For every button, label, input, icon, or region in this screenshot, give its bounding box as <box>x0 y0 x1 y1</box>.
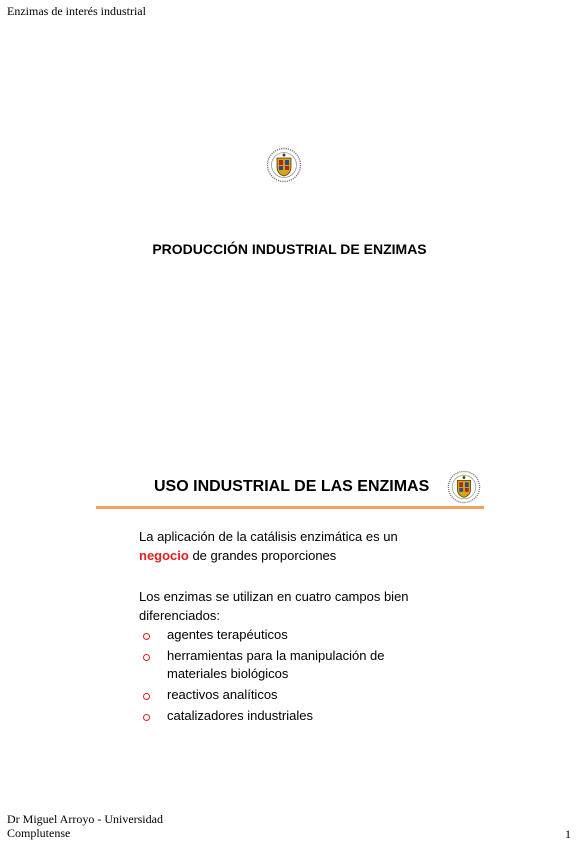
slide2-title: USO INDUSTRIAL DE LAS ENZIMAS <box>154 478 430 495</box>
bullet-circle-icon <box>143 654 150 661</box>
university-seal-icon <box>447 470 481 504</box>
list-item-text: herramientas para la manipulación de materiales biológicos <box>167 648 385 681</box>
page-number: 1 <box>565 827 571 841</box>
highlight-negocio: negocio <box>139 548 189 563</box>
fields-list <box>139 626 429 728</box>
bullet-circle-icon <box>143 693 150 700</box>
bullet-circle-icon <box>143 714 150 721</box>
list-item-text: catalizadores industriales <box>167 708 313 723</box>
paragraph-1-suffix: de grandes proporciones <box>188 548 337 563</box>
list-item <box>139 686 429 704</box>
list-item <box>139 707 429 725</box>
page-header-title: Enzimas de interés industrial <box>7 4 146 18</box>
list-item <box>139 647 429 683</box>
slide2-divider <box>96 506 484 509</box>
slide2-paragraph-2: Los enzimas se utilizan en cuatro campos bien diferenciados: <box>139 589 409 623</box>
list-item-text: agentes terapéuticos <box>167 627 288 642</box>
list-item-text: reactivos analíticos <box>167 687 278 702</box>
slide1-title: PRODUCCIÓN INDUSTRIAL DE ENZIMAS <box>152 241 427 257</box>
list-item <box>139 626 429 644</box>
university-seal-icon <box>266 147 302 183</box>
paragraph-1-prefix: La aplicación de la catálisis enzimática es un <box>139 529 398 544</box>
footer-author: Dr Miguel Arroyo - Universidad Complutense <box>7 812 163 840</box>
slide2-paragraph-1 <box>139 527 429 565</box>
bullet-circle-icon <box>143 633 150 640</box>
